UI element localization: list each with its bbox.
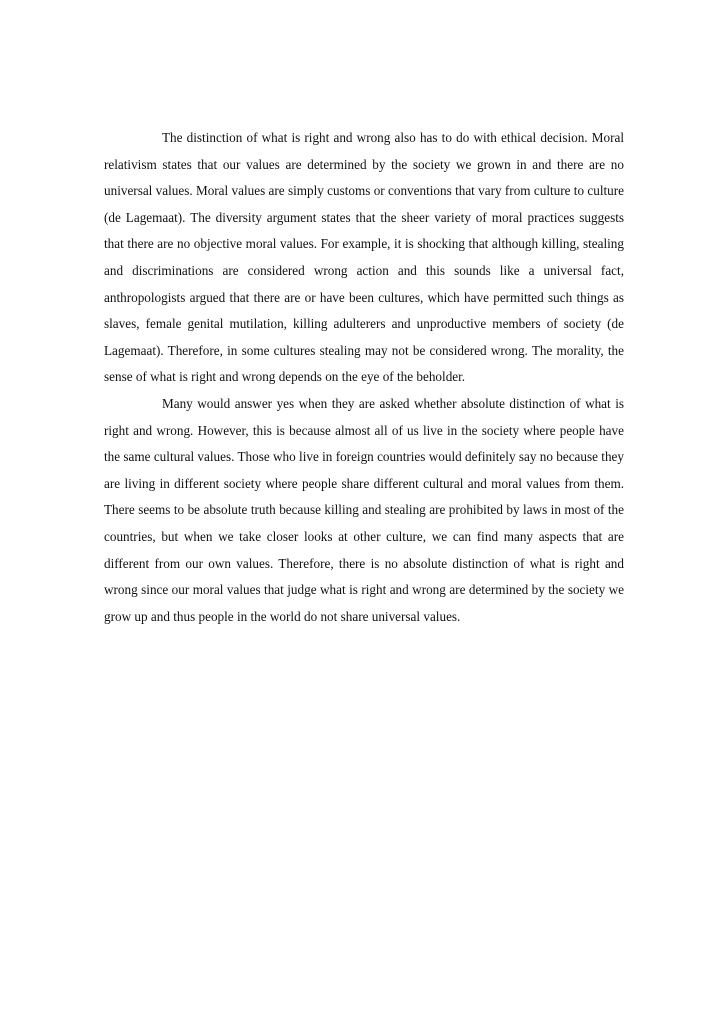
paragraph-moral-relativism: The distinction of what is right and wrong also has to do with ethical decision. Moral relativism states that our values are determined by the society we grown in and there are no universal values. Moral values are simply customs or conventions that vary from culture to culture (de Lagemaat). The diversity argument states that the sheer variety of moral practices suggests that there are no objective moral values. For example, it is shocking that although killing, stealing and discriminations are considered wrong action and this sounds like a universal fact, anthropologists argued that there are or have been cultures, which have permitted such things as slaves, female genital mutilation, killing adulterers and unproductive members of society (de Lagemaat). Therefore, in some cultures stealing may not be considered wrong. The morality, the sense of what is right and wrong depends on the eye of the beholder.: [104, 130, 624, 385]
paragraph-absolute-distinction: Many would answer yes when they are asked whether absolute distinction of what is right and wrong. However, this is because almost all of us live in the society where people have the same cultural values. Those who live in foreign countries would definitely say no because they are living in different society where people share different cultural and moral values from them. There seems to be absolute truth because killing and stealing are prohibited by laws in most of the countries, but when we take closer looks at other culture, we can find many aspects that are different from our own values. Therefore, there is no absolute distinction of what is right and wrong since our moral values that judge what is right and wrong are determined by the society we grow up and thus people in the world do not share universal values.: [104, 395, 624, 624]
body-text: [104, 125, 624, 630]
